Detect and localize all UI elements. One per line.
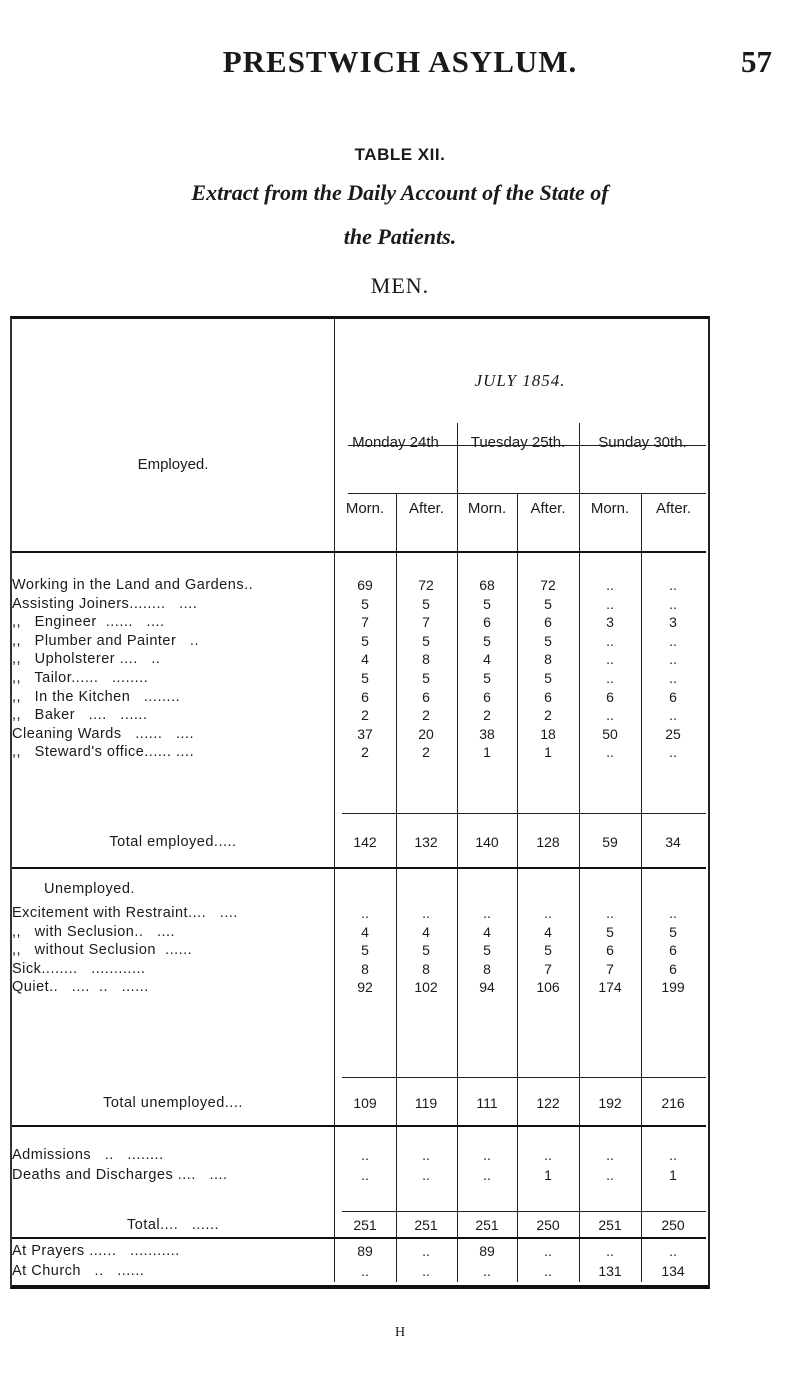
employed-row-cell: 37 [357,725,373,742]
section-rule [12,1125,706,1127]
employed-row-cell: .. [606,595,614,612]
employed-row-cell: 7 [422,614,430,631]
employed-row-cell: 7 [361,614,369,631]
employed-row-cell: 6 [483,614,491,631]
total-unemployed-row-cell: 111 [476,1095,498,1111]
subcol-header: Morn. [590,500,630,517]
employed-row-cell: .. [669,595,677,612]
employed-row-cell: 72 [418,577,434,593]
column-divider [334,319,335,1282]
unemployed-row-cell: 94 [479,979,495,996]
movement-row-cell: .. [422,1167,430,1183]
employed-row-cell: 5 [544,670,552,686]
employed-row-cell: 2 [544,707,552,724]
employed-row-cell: .. [606,744,614,761]
employed-row-cell: 72 [540,577,556,593]
grand-total-row-cell: 250 [536,1217,560,1233]
worship-row-cell: 89 [357,1243,373,1259]
movement-row-cell: .. [544,1147,552,1163]
employed-row-cell: 5 [361,595,369,612]
movement-row-cell: .. [483,1167,491,1183]
section-rule [12,1237,706,1239]
worship-row-cell: 89 [479,1243,495,1259]
worship-row-cell: .. [422,1263,430,1279]
employed-row-label: ,, Steward's office...... .... [12,744,195,761]
grand-total-row-label: Total.... ...... [127,1217,219,1233]
movement-row-cell: .. [606,1147,614,1163]
unemployed-row-cell: .. [361,905,369,921]
unemployed-row-cell: .. [422,905,430,921]
employed-row-cell: 5 [422,632,430,649]
employed-row-cell: 6 [361,688,369,705]
employed-row-cell: 25 [665,725,681,742]
employed-header: Employed. [137,456,209,473]
header-rule [348,493,706,494]
subcol-header: Morn. [345,500,385,517]
employed-row-cell: 1 [483,744,491,761]
unemployed-row-label: Excitement with Restraint.... .... [12,905,238,921]
total-rule [342,1211,706,1212]
table-number: TABLE XII. [354,145,446,164]
employed-row-cell: .. [606,632,614,649]
employed-row-cell: 2 [361,707,369,724]
unemployed-row-cell: 5 [361,942,369,959]
worship-row-cell: .. [361,1263,369,1279]
total-employed-row-cell: 140 [475,834,499,850]
employed-row-cell: 4 [483,651,491,668]
unemployed-row-label: Quiet.. .... .. ...... [12,979,149,996]
page-number: 57 [741,44,772,79]
employed-row-cell: 68 [479,577,495,593]
employed-row-cell: 1 [544,744,552,761]
worship-row-label: At Church .. ...... [12,1263,145,1279]
movement-row-cell: .. [606,1167,614,1183]
employed-row-label: ,, Plumber and Painter .. [12,632,199,649]
total-rule [342,813,706,814]
unemployed-row-cell: 5 [544,942,552,959]
employed-row-cell: .. [606,577,614,593]
movement-row-cell: .. [669,1147,677,1163]
worship-row-cell: .. [669,1243,677,1259]
column-divider [641,493,642,1282]
employed-row-cell: 5 [422,670,430,686]
employed-row-label: Working in the Land and Gardens.. [12,577,254,593]
unemployed-row-cell: .. [483,905,491,921]
unemployed-row-cell: .. [606,905,614,921]
employed-row-cell: 8 [422,651,430,668]
employed-row-cell: 4 [361,651,369,668]
unemployed-row-cell: 4 [422,923,430,940]
employed-row-cell: 6 [669,688,677,705]
employed-row-cell: 2 [483,707,491,724]
worship-row-label: At Prayers ...... ........... [12,1243,180,1259]
employed-row-cell: 6 [422,688,430,705]
employed-row-label: ,, In the Kitchen ........ [12,688,181,705]
employed-row-cell: .. [669,651,677,668]
employed-row-cell: .. [669,707,677,724]
employed-row-cell: 50 [602,725,618,742]
running-title: PRESTWICH ASYLUM. [222,44,578,79]
employed-row-cell: .. [669,577,677,593]
unemployed-row-cell: 8 [483,960,491,977]
employed-row-cell: 69 [357,577,373,593]
total-unemployed-row-cell: 192 [598,1095,622,1111]
unemployed-row-cell: 6 [669,942,677,959]
movement-row-cell: .. [361,1167,369,1183]
day-header-sunday: Sunday 30th. [598,434,687,451]
employed-row-cell: 2 [422,707,430,724]
unemployed-row-cell: 5 [422,942,430,959]
employed-row-cell: 5 [361,632,369,649]
movement-row-cell: .. [422,1147,430,1163]
total-employed-row-cell: 34 [665,834,681,850]
employed-row-cell: .. [669,744,677,761]
day-header-monday: Monday 24th [352,434,439,451]
total-unemployed-row-cell: 119 [414,1095,438,1111]
employed-row-cell: 5 [361,670,369,686]
header-rule [348,445,706,446]
employed-row-cell: 3 [669,614,677,631]
table-caption-line2: the Patients. [343,224,457,249]
section-heading: MEN. [370,273,430,298]
unemployed-row-cell: 5 [606,923,614,940]
total-unemployed-row-cell: 216 [661,1095,685,1111]
worship-row-cell: .. [422,1243,430,1259]
movement-row-cell: .. [361,1147,369,1163]
unemployed-row-cell: 6 [606,942,614,959]
day-header-tuesday: Tuesday 25th. [470,434,566,451]
worship-row-cell: .. [544,1263,552,1279]
employed-row-cell: 6 [544,688,552,705]
grand-total-row-cell: 251 [353,1217,377,1233]
employed-row-cell: 5 [544,595,552,612]
employed-row-label: ,, Baker .... ...... [12,707,148,724]
unemployed-row-cell: 4 [483,923,491,940]
unemployed-row-cell: 106 [536,979,560,996]
employed-row-cell: 5 [422,595,430,612]
subcol-header: After. [655,500,692,517]
unemployed-row-cell: 92 [357,979,373,996]
unemployed-row-cell: 8 [361,960,369,977]
grand-total-row-cell: 251 [598,1217,622,1233]
month-header: JULY 1854. [474,371,566,390]
employed-row-cell: 5 [483,632,491,649]
employed-row-label: ,, Upholsterer .... .. [12,651,161,668]
unemployed-row-label: Sick........ ............ [12,960,146,977]
employed-row-cell: 6 [606,688,614,705]
unemployed-row-cell: 6 [669,960,677,977]
total-unemployed-row-label: Total unemployed.... [103,1095,243,1111]
employed-row-cell: .. [606,707,614,724]
signature-mark: H [394,1325,406,1340]
employed-row-cell: 5 [544,632,552,649]
employed-row-cell: 5 [483,670,491,686]
worship-row-cell: 134 [661,1263,685,1279]
employed-row-cell: 6 [544,614,552,631]
section-rule [12,867,706,869]
subcol-header: Morn. [467,500,507,517]
running-head [0,44,800,84]
employed-row-cell: 6 [483,688,491,705]
employed-row-cell: 8 [544,651,552,668]
movement-row-cell: .. [483,1147,491,1163]
employed-row-cell: 2 [361,744,369,761]
table-caption-line1: Extract from the Daily Account of the State of [191,180,609,205]
employed-row-label: Assisting Joiners........ .... [12,595,198,612]
grand-total-row-cell: 250 [661,1217,685,1233]
unemployed-row-cell: 7 [606,960,614,977]
employed-row-cell: 18 [540,725,556,742]
header-bottom-rule [12,551,706,553]
unemployed-row-cell: .. [544,905,552,921]
grand-total-row-cell: 251 [414,1217,438,1233]
employed-row-label: Cleaning Wards ...... .... [12,725,195,742]
patients-table [10,316,710,1289]
worship-row-cell: .. [483,1263,491,1279]
unemployed-row-cell: 102 [414,979,438,996]
worship-row-cell: .. [544,1243,552,1259]
unemployed-heading: Unemployed. [44,881,135,897]
total-unemployed-row-cell: 122 [536,1095,560,1111]
employed-row-cell: 3 [606,614,614,631]
employed-row-cell: 20 [418,725,434,742]
employed-row-cell: 2 [422,744,430,761]
subcol-header: After. [530,500,566,517]
movement-row-cell: 1 [544,1167,552,1183]
total-employed-row-cell: 142 [353,834,377,850]
employed-row-cell: .. [606,670,614,686]
total-employed-row-cell: 128 [536,834,560,850]
total-unemployed-row-cell: 109 [353,1095,377,1111]
worship-row-cell: .. [606,1243,614,1259]
total-employed-row-label: Total employed..... [109,834,237,850]
movement-row-cell: 1 [669,1167,677,1183]
grand-total-row-cell: 251 [475,1217,499,1233]
employed-row-cell: 38 [479,725,495,742]
employed-row-cell: .. [606,651,614,668]
total-employed-row-cell: 132 [414,834,438,850]
employed-row-cell: .. [669,670,677,686]
total-employed-row-cell: 59 [602,834,618,850]
unemployed-row-cell: .. [669,905,677,921]
movement-row-label: Deaths and Discharges .... .... [12,1167,228,1183]
employed-row-label: ,, Engineer ...... .... [12,614,165,631]
movement-row-label: Admissions .. ........ [12,1147,164,1163]
unemployed-row-cell: 4 [544,923,552,940]
unemployed-row-cell: 4 [361,923,369,940]
worship-row-cell: 131 [598,1263,622,1279]
total-rule [342,1077,706,1078]
employed-row-cell: .. [669,632,677,649]
unemployed-row-cell: 5 [669,923,677,940]
employed-row-cell: 5 [483,595,491,612]
unemployed-row-label: ,, without Seclusion ...... [12,942,193,959]
unemployed-row-cell: 7 [544,960,552,977]
unemployed-row-cell: 5 [483,942,491,959]
employed-row-label: ,, Tailor...... ........ [12,670,149,686]
unemployed-row-label: ,, with Seclusion.. .... [12,923,176,940]
unemployed-row-cell: 199 [661,979,685,996]
subcol-header: After. [408,500,445,517]
unemployed-row-cell: 174 [598,979,622,996]
unemployed-row-cell: 8 [422,960,430,977]
